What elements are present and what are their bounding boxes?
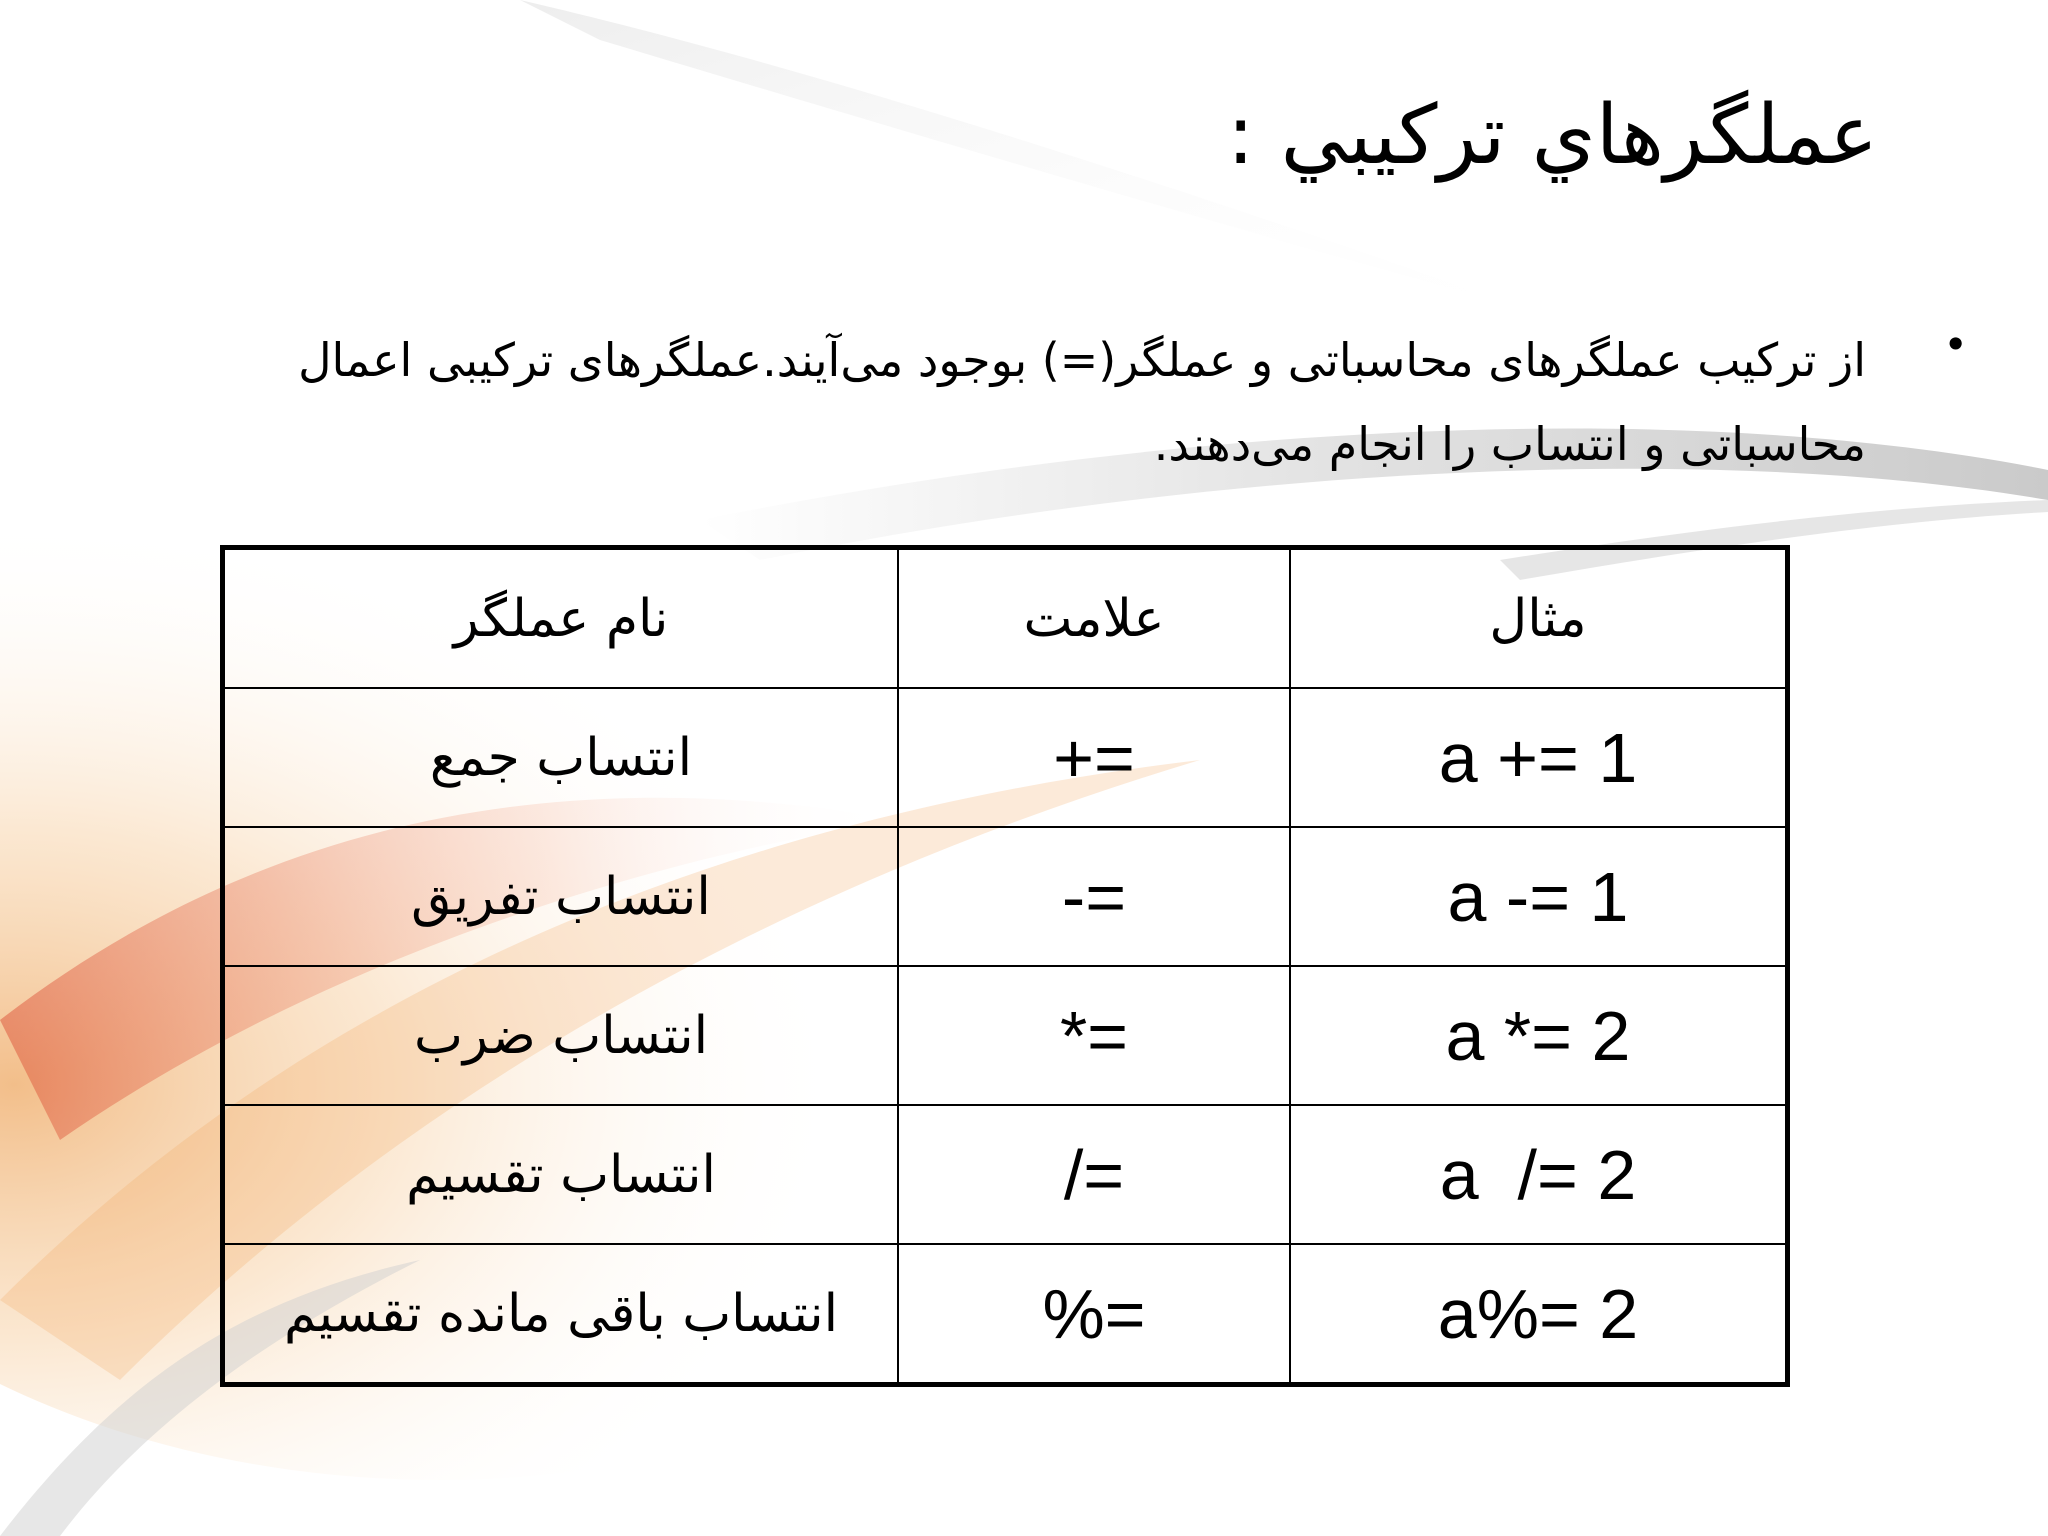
header-name: نام عملگر — [223, 548, 899, 689]
symbol-cell: /= — [898, 1105, 1290, 1244]
table-row — [223, 688, 1788, 827]
bullet-paragraph — [148, 318, 1968, 486]
example-cell: a -= 1 — [1290, 827, 1788, 966]
bullet-icon: • — [1943, 320, 1968, 369]
slide-title: عملگرهاي تركيبي : — [1226, 88, 1878, 183]
table-row — [223, 966, 1788, 1105]
example-cell: a += 1 — [1290, 688, 1788, 827]
name-cell: انتساب باقی مانده تقسیم — [223, 1244, 899, 1385]
table-row — [223, 1244, 1788, 1385]
symbol-cell: += — [898, 688, 1290, 827]
name-cell: انتساب جمع — [223, 688, 899, 827]
table-row — [223, 827, 1788, 966]
name-cell: انتساب تفریق — [223, 827, 899, 966]
symbol-cell: *= — [898, 966, 1290, 1105]
header-symbol: علامت — [898, 548, 1290, 689]
symbol-cell: -= — [898, 827, 1290, 966]
name-cell: انتساب ضرب — [223, 966, 899, 1105]
symbol-cell: %= — [898, 1244, 1290, 1385]
example-cell: a%= 2 — [1290, 1244, 1788, 1385]
header-example: مثال — [1290, 548, 1788, 689]
table-header-row — [223, 548, 1788, 689]
operators-table — [220, 545, 1790, 1387]
table-row — [223, 1105, 1788, 1244]
example-cell: a /= 2 — [1290, 1105, 1788, 1244]
bullet-text: از ترکیب عملگرهای محاسباتی و عملگر(=) بوجود می‌آیند.عملگرهای ترکیبی اعمال محاسباتی و انتساب را انجام می‌دهند. — [298, 333, 1866, 471]
name-cell: انتساب تقسیم — [223, 1105, 899, 1244]
example-cell: a *= 2 — [1290, 966, 1788, 1105]
